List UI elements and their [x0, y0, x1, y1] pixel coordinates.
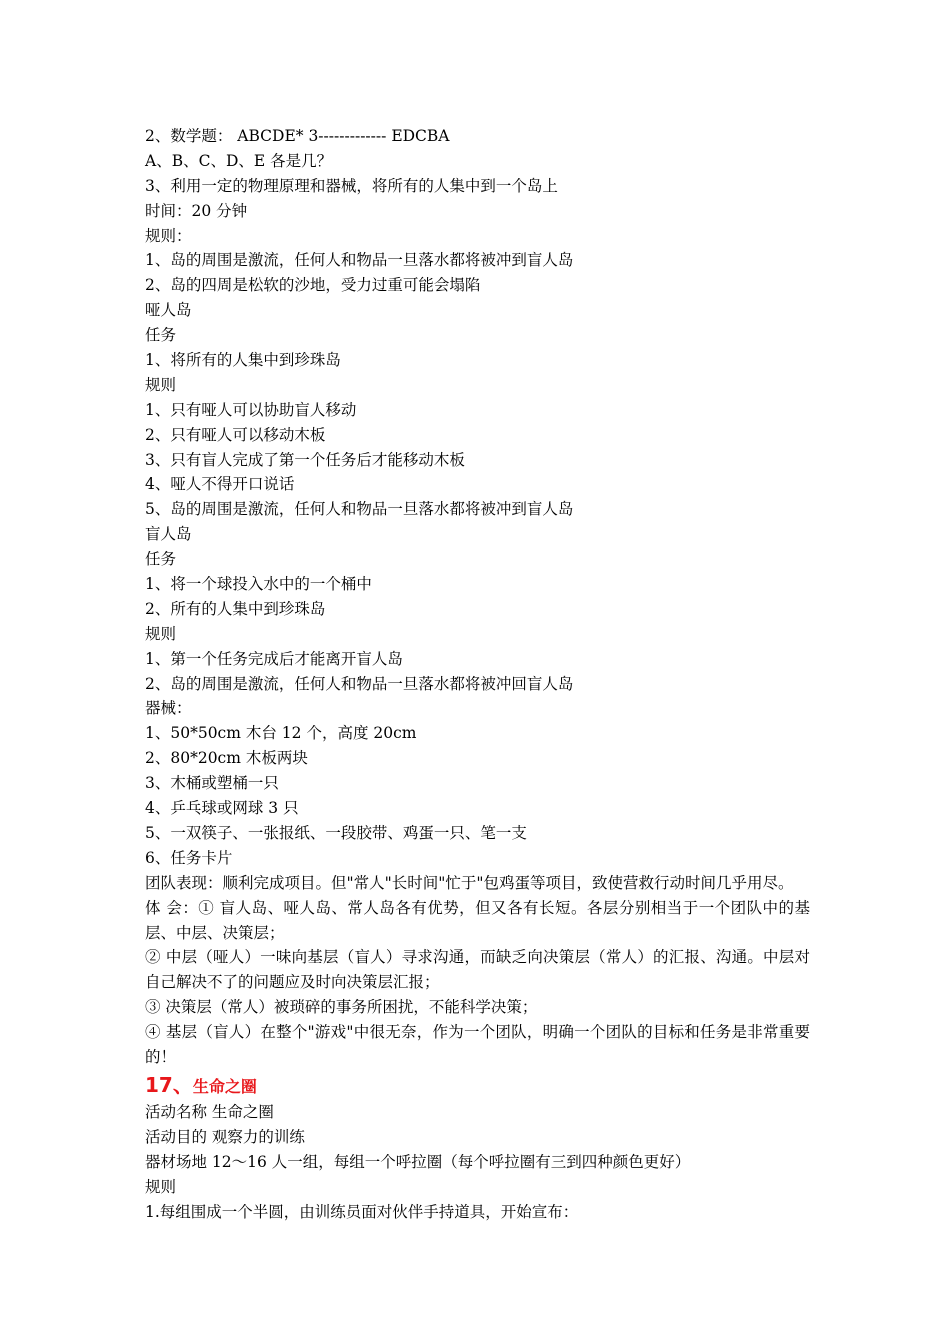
- text-line: 3、利用一定的物理原理和器械，将所有的人集中到一个岛上: [145, 176, 558, 195]
- text-line: 3、只有盲人完成了第一个任务后才能移动木板: [145, 450, 465, 469]
- section-heading: [145, 1070, 825, 1100]
- paragraph-reflection: 体 会：① 盲人岛、哑人岛、常人岛各有优势，但又各有长短。各层分别相当于一个团队中的基层、中层、决策层；: [145, 898, 810, 942]
- text-line: 4、哑人不得开口说话: [145, 475, 295, 494]
- paragraph-decision-layer: ③ 决策层（常人）被琐碎的事务所困扰，不能科学决策；: [145, 998, 538, 1017]
- text-line: 1、将一个球投入水中的一个桶中: [145, 575, 372, 594]
- text-line: 3、木桶或塑桶一只: [145, 774, 279, 793]
- text-line: 任务: [145, 326, 177, 345]
- text-line: 哑人岛: [145, 301, 192, 320]
- text-line: 2、80*20cm 木板两块: [145, 749, 308, 768]
- text-line: 活动名称 生命之圈: [145, 1102, 274, 1121]
- section-number: 17、: [145, 1072, 193, 1097]
- text-line: 2、所有的人集中到珍珠岛: [145, 599, 326, 618]
- text-line: 1、将所有的人集中到珍珠岛: [145, 351, 341, 370]
- document-page: [145, 124, 825, 1224]
- text-line: 2、只有哑人可以移动木板: [145, 425, 326, 444]
- text-line: 4、乒乓球或网球 3 只: [145, 799, 299, 818]
- text-line: 1、岛的周围是激流，任何人和物品一旦落水都将被冲到盲人岛: [145, 251, 574, 270]
- text-block-intro: [145, 124, 825, 871]
- text-line: 1.每组围成一个半圆，由训练员面对伙伴手持道具，开始宣布：: [145, 1202, 579, 1221]
- text-line: 1、第一个任务完成后才能离开盲人岛: [145, 649, 403, 668]
- text-line: 规则：: [145, 226, 192, 245]
- text-line: 规则: [145, 624, 177, 643]
- text-line: 器材场地 12～16 人一组，每组一个呼拉圈（每个呼拉圈有三到四种颜色更好）: [145, 1152, 691, 1171]
- text-line: 规则: [145, 1177, 177, 1196]
- text-line: 5、岛的周围是激流，任何人和物品一旦落水都将被冲到盲人岛: [145, 500, 574, 519]
- text-line: 活动目的 观察力的训练: [145, 1127, 305, 1146]
- text-line: 2、岛的周围是激流，任何人和物品一旦落水都将被冲回盲人岛: [145, 674, 574, 693]
- text-line: A、B、C、D、E 各是几？: [145, 151, 333, 170]
- text-line: 1、50*50cm 木台 12 个，高度 20cm: [145, 724, 417, 743]
- text-line: 6、任务卡片: [145, 848, 233, 867]
- text-block-activity: [145, 1100, 825, 1224]
- text-line: 规则: [145, 375, 177, 394]
- text-line: 盲人岛: [145, 525, 192, 544]
- paragraph-base-layer: ④ 基层（盲人）在整个"游戏"中很无奈，作为一个团队，明确一个团队的目标和任务是非常重要的！: [145, 1023, 810, 1067]
- paragraph-middle-layer: ② 中层（哑人）一味向基层（盲人）寻求沟通，而缺乏向决策层（常人）的汇报、沟通。中层对自己解决不了的问题应及时向决策层汇报；: [145, 948, 810, 992]
- text-block-summary: [145, 871, 825, 1070]
- text-line: 2、数学题： ABCDE* 3------------- EDCBA: [145, 127, 450, 145]
- paragraph-team-performance: 团队表现：顺利完成项目。但"常人"长时间"忙于"包鸡蛋等项目，致使营救行动时间几乎用尽。: [145, 873, 794, 892]
- text-line: 2、岛的四周是松软的沙地，受力过重可能会塌陷: [145, 276, 481, 295]
- text-line: 5、一双筷子、一张报纸、一段胶带、鸡蛋一只、笔一支: [145, 823, 527, 842]
- text-line: 任务: [145, 550, 177, 569]
- text-line: 器械：: [145, 699, 192, 718]
- text-line: 1、只有哑人可以协助盲人移动: [145, 400, 357, 419]
- text-line: 时间：20 分钟: [145, 201, 248, 220]
- section-title: 生命之圈: [192, 1076, 257, 1096]
